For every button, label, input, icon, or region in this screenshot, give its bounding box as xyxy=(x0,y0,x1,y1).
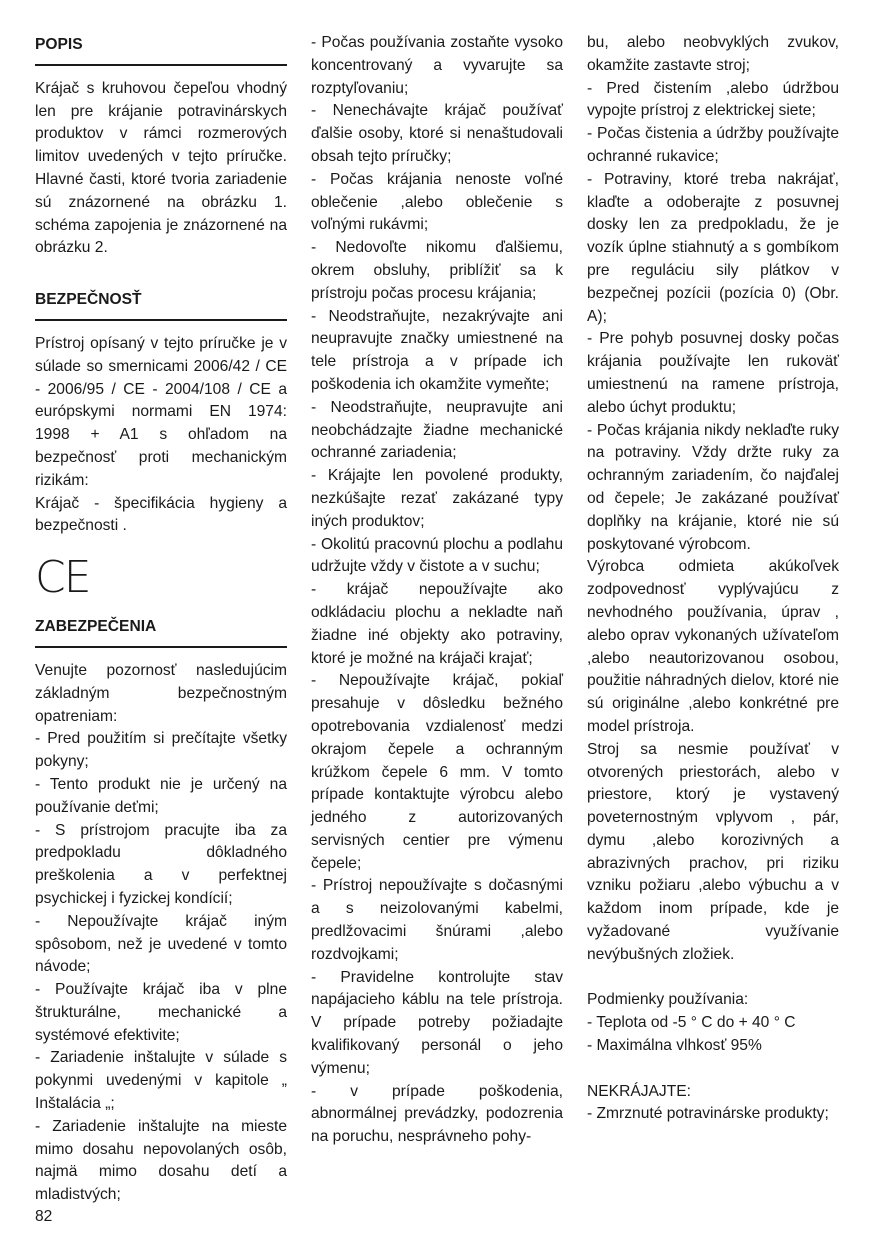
list-item: - Okolitú pracovnú plochu a podlahu udržujte vždy v čistote a v suchu; xyxy=(311,535,563,576)
list-item: - krájač nepoužívajte ako odkládaciu plochu a nekladte naň žiadne iné objekty ako potraviny, ktoré je možné na krájači krajať; xyxy=(311,581,563,667)
list-item: - Zmrznuté potravinárske produkty; xyxy=(587,1105,829,1123)
list-item: bu, alebo neobvyklých zvukov, okamžite zastavte stroj; xyxy=(587,34,839,74)
list-item: - Nepoužívajte krájač iným spôsobom, než je uvedené v tomto návode; xyxy=(35,912,287,976)
column-2 xyxy=(311,32,563,1149)
column-1 xyxy=(35,32,287,1207)
ce-mark-icon: CE xyxy=(35,552,90,604)
column-3 xyxy=(587,32,839,1126)
list-item: - Počas krájania nenoste voľné oblečenie ,alebo oblečenie s voľnými rukávmi; xyxy=(311,170,563,234)
paragraph-zabezpecenia-intro: Venujte pozornosť nasledujúcim základným bezpečnostným opatreniam: xyxy=(35,661,287,725)
list-item: - Nenechávajte krájač používať ďalšie osoby, ktoré si nenaštudovali obsah tejto príručky; xyxy=(311,102,563,165)
list-item: - Zariadenie inštalujte na mieste mimo dosahu nepovolaných osôb, najmä mimo dosahu detí a mladistvých; xyxy=(35,1117,287,1204)
list-item: - Neodstraňujte, neupravujte ani neobchádzajte žiadne mechanické ochranné zariadenia; xyxy=(311,398,563,462)
list-item: - Neodstraňujte, nezakrývajte ani neupravujte značky umiestnené na tele prístroja a v prípade ich poškodenia ich okamžite vymeňte; xyxy=(311,307,563,393)
list-item: - S prístrojom pracujte iba za predpokladu dôkladného preškolenia a v perfektnej psychickej i fyzickej kondícií; xyxy=(35,821,287,907)
section-heading-bezpecnost: BEZPEČNOSŤ xyxy=(35,291,142,309)
list-item: - Počas krájania nikdy neklaďte ruky na potraviny. Vždy držte ruky za ochranným zariadením, čo najďalej od čepele; Je zakázané používať doplňky na krájanie, ktoré nie sú poskytované výrobcom. xyxy=(587,421,839,553)
paragraph-bezpecnost-2: Krájač - špecifikácia hygieny a bezpečnosti . xyxy=(35,494,287,535)
list-item: - Prístroj nepoužívajte s dočasnými a s neizolovanými kabelmi, predlžovacimi šnúrami ,alebo rozdvojkami; xyxy=(311,877,563,963)
list-item: - Pravidelne kontrolujte stav napájacieho káblu na tele prístroja. V prípade potreby požiadajte kvalifikovaný personál o jeho výmenu; xyxy=(311,968,563,1077)
paragraph-popis: Krájač s kruhovou čepeľou vhodný len pre krájanie potravinárskych produktov v rámci rozmerových limitov uvedených v tejto príručke. Hlavné časti, ktoré tvoria zariadenie sú znázornené na obrázku 1. schéma zapojenia je znázornené na obrázku 2. xyxy=(35,79,287,257)
section-divider xyxy=(35,64,287,66)
section-divider xyxy=(35,646,287,648)
list-item: - Používajte krájač iba v plne štrukturálne, mechanické a systémové efektivite; xyxy=(35,981,287,1044)
list-item: - Maximálna vlhkosť 95% xyxy=(587,1037,762,1055)
list-item: - Tento produkt nie je určený na používanie deťmi; xyxy=(35,775,287,816)
list-item: - Nedovoľte nikomu ďalšiemu, okrem obsluhy, priblížiť sa k prístroju počas procesu krájania; xyxy=(311,239,563,302)
paragraph-bezpecnost: Prístroj opísaný v tejto príručke je v súlade so smernicami 2006/42 / CE - 2006/95 / CE - 2004/108 / CE a európskymi normami EN 1974: 1998 + A1 s ohľadom na bezpečnosť proti mechanickým rizikám: xyxy=(35,334,287,489)
list-item: - Pre pohyb posuvnej dosky počas krájania používajte len rukoväť umiestnenú na ramene prístroja, alebo úchyt produktu; xyxy=(587,330,839,416)
paragraph-liability: Výrobca odmieta akúkoľvek zodpovednosť vyplývajúcu z nevhodného používania, úprav , alebo oprav vykonaných užívateľom ,alebo neautorizovanou osobou, použitie náhradných dielov, ktoré nie sú originálne ,alebo konkrétné pre model prístroja. xyxy=(587,558,839,735)
page-number: 82 xyxy=(35,1208,53,1225)
list-item: - v prípade poškodenia, abnormálnej prevádzky, podozrenia na poruchu, nesprávneho pohy- xyxy=(311,1082,563,1146)
section-divider xyxy=(35,319,287,321)
paragraph-environment: Stroj sa nesmie používať v otvorených priestorách, alebo v priestore, ktorý je vystavený poveternostným vplyvom , pár, dymu ,alebo korozivných a abrazivných prachov, pri riziku vzniku požiaru ,alebo výbuchu a v každom inom prípade, kde je vyžadované využívanie nevýbušných zložiek. xyxy=(587,740,839,963)
list-item: - Krájajte len povolené produkty, nezkúšajte rezať zakázané typy iných produktov; xyxy=(311,467,563,530)
list-item: - Pred čistením ,alebo údržbou vypojte prístroj z elektrickej siete; xyxy=(587,79,839,120)
nekrajajte-title: NEKRÁJAJTE: xyxy=(587,1082,691,1100)
list-item: - Počas čistenia a údržby používajte ochranné rukavice; xyxy=(587,125,839,165)
list-item: - Nepoužívajte krájač, pokiaľ presahuje v dôsledku bežného opotrebovania vzdialenosť medzi okrajom čepele a ochranným krúžkom čepele 6 mm. V tomto prípade kontaktujte výrobcu alebo jedného z autorizovaných servisných centier pre výmenu čepele; xyxy=(311,672,563,872)
list-item: - Počas používania zostaňte vysoko koncentrovaný a vyvarujte sa rozptyľovaniu; xyxy=(311,34,563,97)
list-item: - Teplota od -5 ° C do + 40 ° C xyxy=(587,1014,796,1032)
conditions-title: Podmienky používania: xyxy=(587,991,749,1009)
list-item: - Zariadenie inštalujte v súlade s pokynmi uvedenými v kapitole „ Inštalácia „; xyxy=(35,1049,287,1113)
list-item: - Pred použitím si prečítajte všetky pokyny; xyxy=(35,730,287,771)
list-item: - Potraviny, ktoré treba nakrájať, klaďte a odoberajte z posuvnej dosky len za predpokladu, že je vozík úplne stiahnutý a s gombíkom pre reguláciu sily plátkov v bezpečnej pozícii (pozícia 0) (Obr. A); xyxy=(587,170,839,325)
section-heading-zabezpecenia: ZABEZPEČENIA xyxy=(35,618,157,636)
section-heading-popis: POPIS xyxy=(35,36,83,53)
